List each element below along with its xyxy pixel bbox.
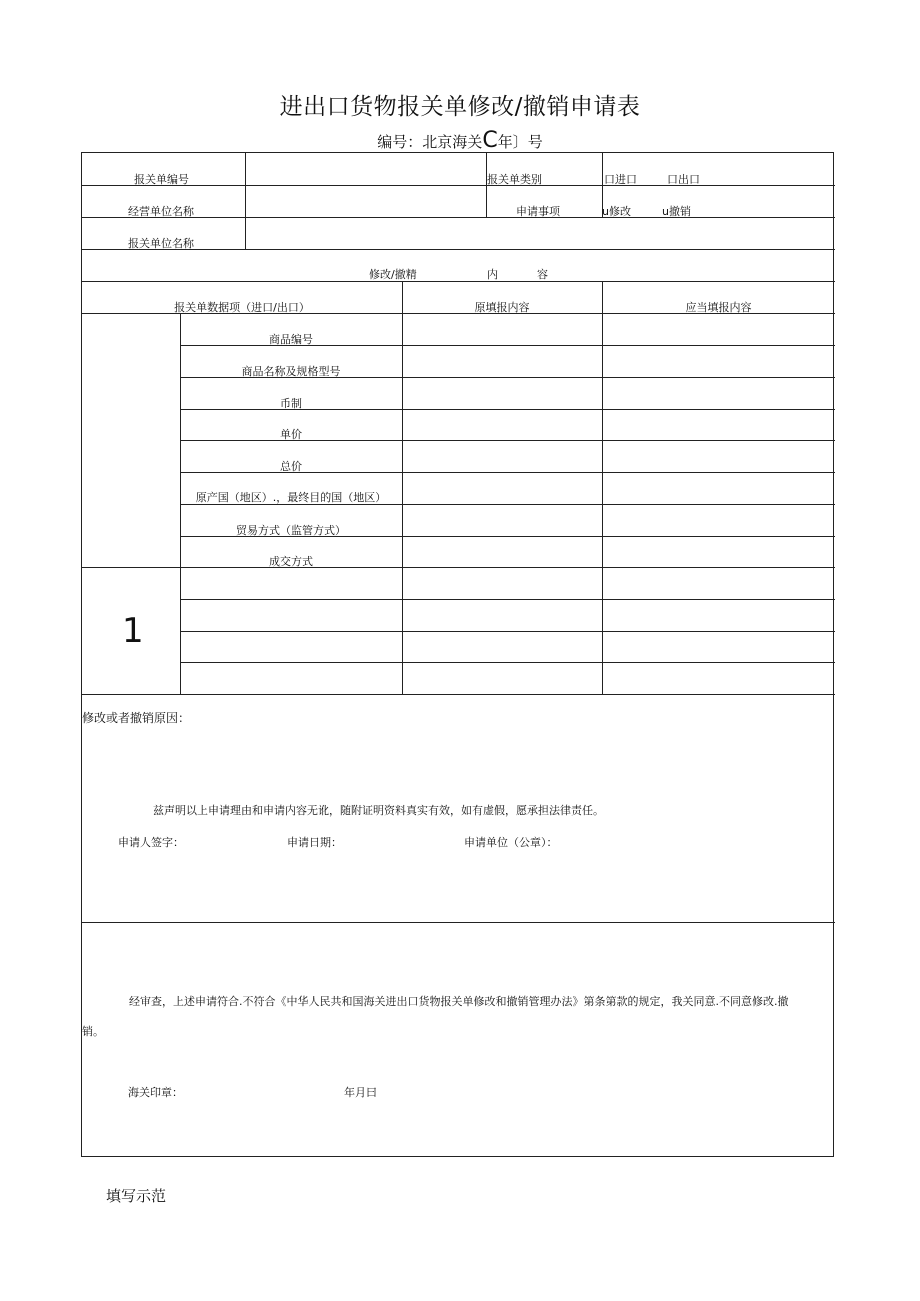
reason-label: 修改或者撤销原因： [82, 711, 191, 725]
item-label: 商品名称及规格型号 [241, 365, 341, 378]
import-checkbox[interactable]: 口进口 [604, 173, 637, 186]
serial-suffix: 年〕号 [497, 133, 543, 151]
item-label: 总价 [280, 460, 302, 473]
decl-type-label: 报关单类别 [487, 173, 542, 186]
col-divider [602, 281, 603, 694]
customs-seal-label: 海关印章： [128, 1086, 183, 1099]
row-divider [180, 631, 835, 632]
review-date-label: 年月曰 [344, 1086, 377, 1099]
content-title-part1: 修改/撤精 [369, 268, 417, 281]
serial-letter: C [482, 128, 498, 153]
cancel-checkbox[interactable]: u撤销 [662, 205, 691, 218]
serial-number [0, 128, 920, 153]
content-title-part2: 内 [487, 268, 498, 281]
apply-unit-label: 申请单位（公章）： [464, 836, 558, 849]
item-label: 原产国（地区）.，最终目的国（地区） [195, 491, 387, 504]
review-text: 经审查，上述申请符合.不符合《中华人民共和国海关进出口货物报关单修改和撤销管理办法》第条第款的规定，我关同意.不同意修改.撤 [129, 995, 789, 1008]
col-divider [245, 153, 246, 249]
section-divider [82, 694, 835, 695]
col-header-correct: 应当填报内容 [685, 301, 752, 314]
application-form-table [81, 152, 834, 1157]
group-number: 1 [122, 611, 144, 651]
form-title: 进出口货物报关单修改/撤销申请表 [279, 94, 641, 120]
item-label: 商品编号 [269, 333, 313, 346]
declaration-text: 兹声明以上申请理由和申请内容无讹，随附证明资料真实有效，如有虚假，愿承担法律责任。 [153, 804, 604, 817]
row-divider [180, 662, 835, 663]
content-title-part3: 容 [537, 268, 548, 281]
item-label: 成交方式 [269, 555, 313, 568]
col-divider [402, 281, 403, 694]
signature-label: 申请人签字： [118, 836, 184, 849]
operator-label: 经营单位名称 [128, 205, 194, 218]
row-divider [82, 249, 835, 250]
apply-date-label: 申请日期： [287, 836, 342, 849]
section-divider [82, 922, 835, 923]
export-checkbox[interactable]: 口出口 [667, 173, 700, 186]
item-label: 贸易方式（监管方式） [236, 524, 346, 537]
col-header-item: 报关单数据项（进口/出口） [174, 301, 310, 314]
declarant-label: 报关单位名称 [128, 237, 194, 250]
item-label: 单价 [280, 428, 302, 441]
item-label: 币制 [280, 397, 302, 410]
row-divider [82, 217, 835, 218]
row-divider [180, 599, 835, 600]
footer-note: 填写示范 [106, 1187, 167, 1205]
col-header-original: 原填报内容 [474, 301, 530, 314]
request-label: 申请事项 [516, 205, 560, 218]
serial-prefix: 编号：北京海关 [377, 133, 483, 151]
row-divider [82, 281, 835, 282]
row-divider [82, 185, 835, 186]
review-text-cont: 销。 [82, 1025, 104, 1038]
modify-checkbox[interactable]: u修改 [602, 205, 631, 218]
decl-no-label: 报关单编号 [134, 173, 189, 186]
